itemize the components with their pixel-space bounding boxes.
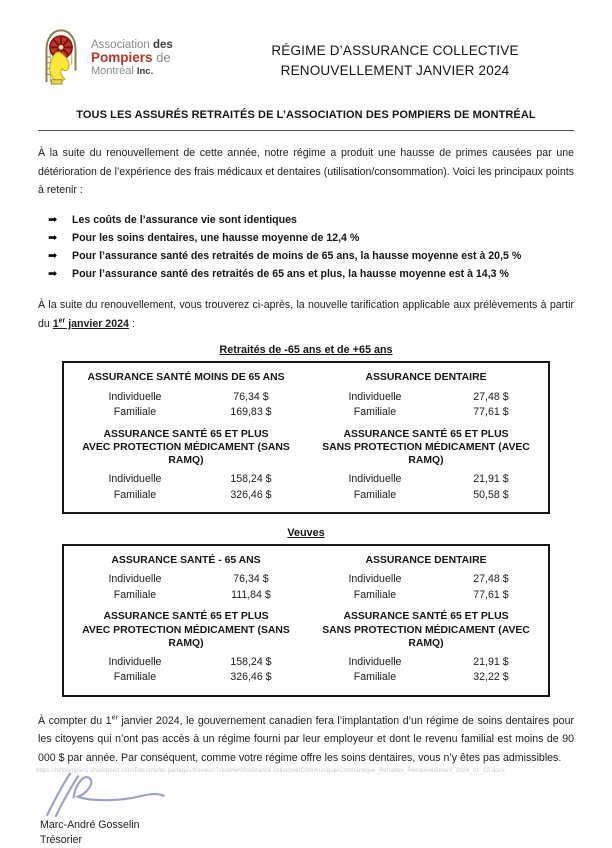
rate-row [70,572,302,588]
rate-row [310,390,542,406]
list-item-text: Pour les soins dentaires, une hausse moyenne de 12,4 % [72,231,360,244]
coverage-label: Individuelle [108,390,162,403]
rate-value: 76,34 $ [233,573,269,586]
list-item [48,247,574,265]
coverage-label: Individuelle [348,573,402,586]
association-logo [38,26,216,91]
rate-value: 76,34 $ [233,390,269,403]
coverage-label: Individuelle [348,473,402,486]
rate-row [70,655,302,671]
quadrant-header: ASSURANCE SANTÉ 65 ET PLUS [343,428,509,440]
rate-row [310,472,542,488]
signatory-role: Trésorier [40,834,82,847]
rate-value: 27,48 $ [473,390,509,403]
tarif-intro-paragraph: À la suite du renouvellement, vous trouverez ci-après, la nouvelle tarification applicable aux prélèvements à partir du 1er janvier 2024 : [38,299,574,330]
rate-row [310,488,542,504]
list-item [48,229,574,247]
rate-row [310,588,542,604]
coverage-label: Familiale [113,671,157,684]
quadrant-header: ASSURANCE SANTÉ 65 ET PLUS [103,611,269,623]
signature-block [40,771,574,848]
rate-value: 77,61 $ [473,406,509,419]
firefighters-emblem-icon [38,26,84,91]
coverage-label: Familiale [113,406,157,419]
coverage-label: Individuelle [108,573,162,586]
table-section-title-retraites: Retraités de -65 ans et de +65 ans [219,344,393,357]
coverage-label: Familiale [353,588,397,601]
quadrant-header: ASSURANCE SANTÉ 65 ET PLUS [103,428,269,440]
quadrant-header: ASSURANCE DENTAIRE [365,372,487,384]
rate-row [70,390,302,406]
rate-row [70,472,302,488]
rate-value: 169,83 $ [230,406,272,419]
quadrant-header-line2: AVEC PROTECTION MÉDICAMENT (SANS RAMQ) [82,624,290,649]
signature-image [40,771,574,817]
rate-value: 50,58 $ [473,488,509,501]
document-title-line2: RENOUVELLEMENT JANVIER 2024 [280,62,510,78]
rate-value: 158,24 $ [230,655,272,668]
document-title-line1: RÉGIME D’ASSURANCE COLLECTIVE [271,42,519,58]
rate-row [310,670,542,686]
document-header [38,26,574,91]
rate-quadrant [66,610,306,686]
intro-paragraph: À la suite du renouvellement de cette année, notre régime a produit une hausse de primes causées par une détérioration de l’expérience des frais médicaux et dentaires (utilisation/consommation). Voici les principaux points à retenir : [38,147,574,196]
arrow-bullet-icon: ➡ [48,231,58,244]
coverage-label: Individuelle [108,655,162,668]
rate-row [310,572,542,588]
rate-quadrant [66,554,306,603]
rate-row [70,405,302,421]
rate-quadrant [306,428,546,504]
rate-quadrant [306,554,546,603]
document-title [216,37,574,81]
rate-row [70,488,302,504]
rate-value: 326,46 $ [230,488,272,501]
coverage-label: Individuelle [348,655,402,668]
coverage-label: Individuelle [108,473,162,486]
arrow-bullet-icon: ➡ [48,213,58,226]
footer-file-path: https://mtlpompiers.sharepoint.com/Documents partages/travaux/Trésorier/Assurance collective/Communiqué/Communique_Retraites_Renouvellement_2024_01_10.docx [36,768,505,774]
arrow-bullet-icon: ➡ [48,268,58,281]
rate-row [70,670,302,686]
rate-value: 21,91 $ [473,473,509,486]
signatory-name: Marc-André Gosselin [40,819,140,832]
rate-quadrant [306,610,546,686]
coverage-label: Familiale [353,406,397,419]
rate-value: 111,84 $ [231,588,271,601]
rates-table-retraites [62,361,550,514]
coverage-label: Familiale [353,488,397,501]
quadrant-header: ASSURANCE SANTÉ 65 ET PLUS [343,611,509,623]
coverage-label: Familiale [353,671,397,684]
list-item [48,265,574,283]
rate-quadrant [66,428,306,504]
quadrant-header-line2: SANS PROTECTION MÉDICAMENT (AVEC RAMQ) [322,441,530,466]
rate-value: 32,22 $ [473,671,509,684]
list-item-text: Les coûts de l’assurance vie sont identiques [72,213,297,226]
list-item [48,211,574,229]
banner-heading-text: TOUS LES ASSURÉS RETRAITÉS DE L’ASSOCIATION DES POMPIERS DE MONTRÉAL [76,109,536,121]
coverage-label: Individuelle [348,390,402,403]
quadrant-header: ASSURANCE SANTÉ - 65 ANS [111,555,261,567]
banner-heading [38,105,574,131]
table-section-title-veuves: Veuves [287,527,325,540]
rate-row [70,588,302,604]
rate-row [310,655,542,671]
rate-value: 77,61 $ [473,588,509,601]
rates-table-veuves [62,544,550,697]
coverage-label: Familiale [113,588,157,601]
rate-row [310,405,542,421]
quadrant-header-line2: AVEC PROTECTION MÉDICAMENT (SANS RAMQ) [82,441,290,466]
closing-paragraph: À compter du 1er janvier 2024, le gouvernement canadien fera l’implantation d’un régime de soins dentaires pour les citoyens qui n’ont pas accès à un régime fourni par leur employeur et dont le revenu familial est moins de 90 000 $ par année. Par conséquent, comme votre régime offre les soins dentaires, vous n’y êtes pas admissibles. [38,714,574,764]
logo-text: Association des Pompiers de Montréal Inc. [91,39,173,78]
quadrant-header-line2: SANS PROTECTION MÉDICAMENT (AVEC RAMQ) [322,624,530,649]
key-points-list [48,211,574,284]
rate-value: 27,48 $ [473,573,509,586]
rate-value: 326,46 $ [230,671,272,684]
list-item-text: Pour l’assurance santé des retraités de 65 ans et plus, la hausse moyenne est à 14,3 % [72,268,509,281]
quadrant-header: ASSURANCE SANTÉ MOINS DE 65 ANS [87,372,285,384]
coverage-label: Familiale [113,488,157,501]
quadrant-header: ASSURANCE DENTAIRE [365,555,487,567]
list-item-text: Pour l’assurance santé des retraités de moins de 65 ans, la hausse moyenne est à 20,5 % [72,249,522,262]
rate-quadrant [306,371,546,420]
arrow-bullet-icon: ➡ [48,249,58,262]
rate-value: 21,91 $ [473,655,509,668]
rate-quadrant [66,371,306,420]
rate-value: 158,24 $ [230,473,272,486]
